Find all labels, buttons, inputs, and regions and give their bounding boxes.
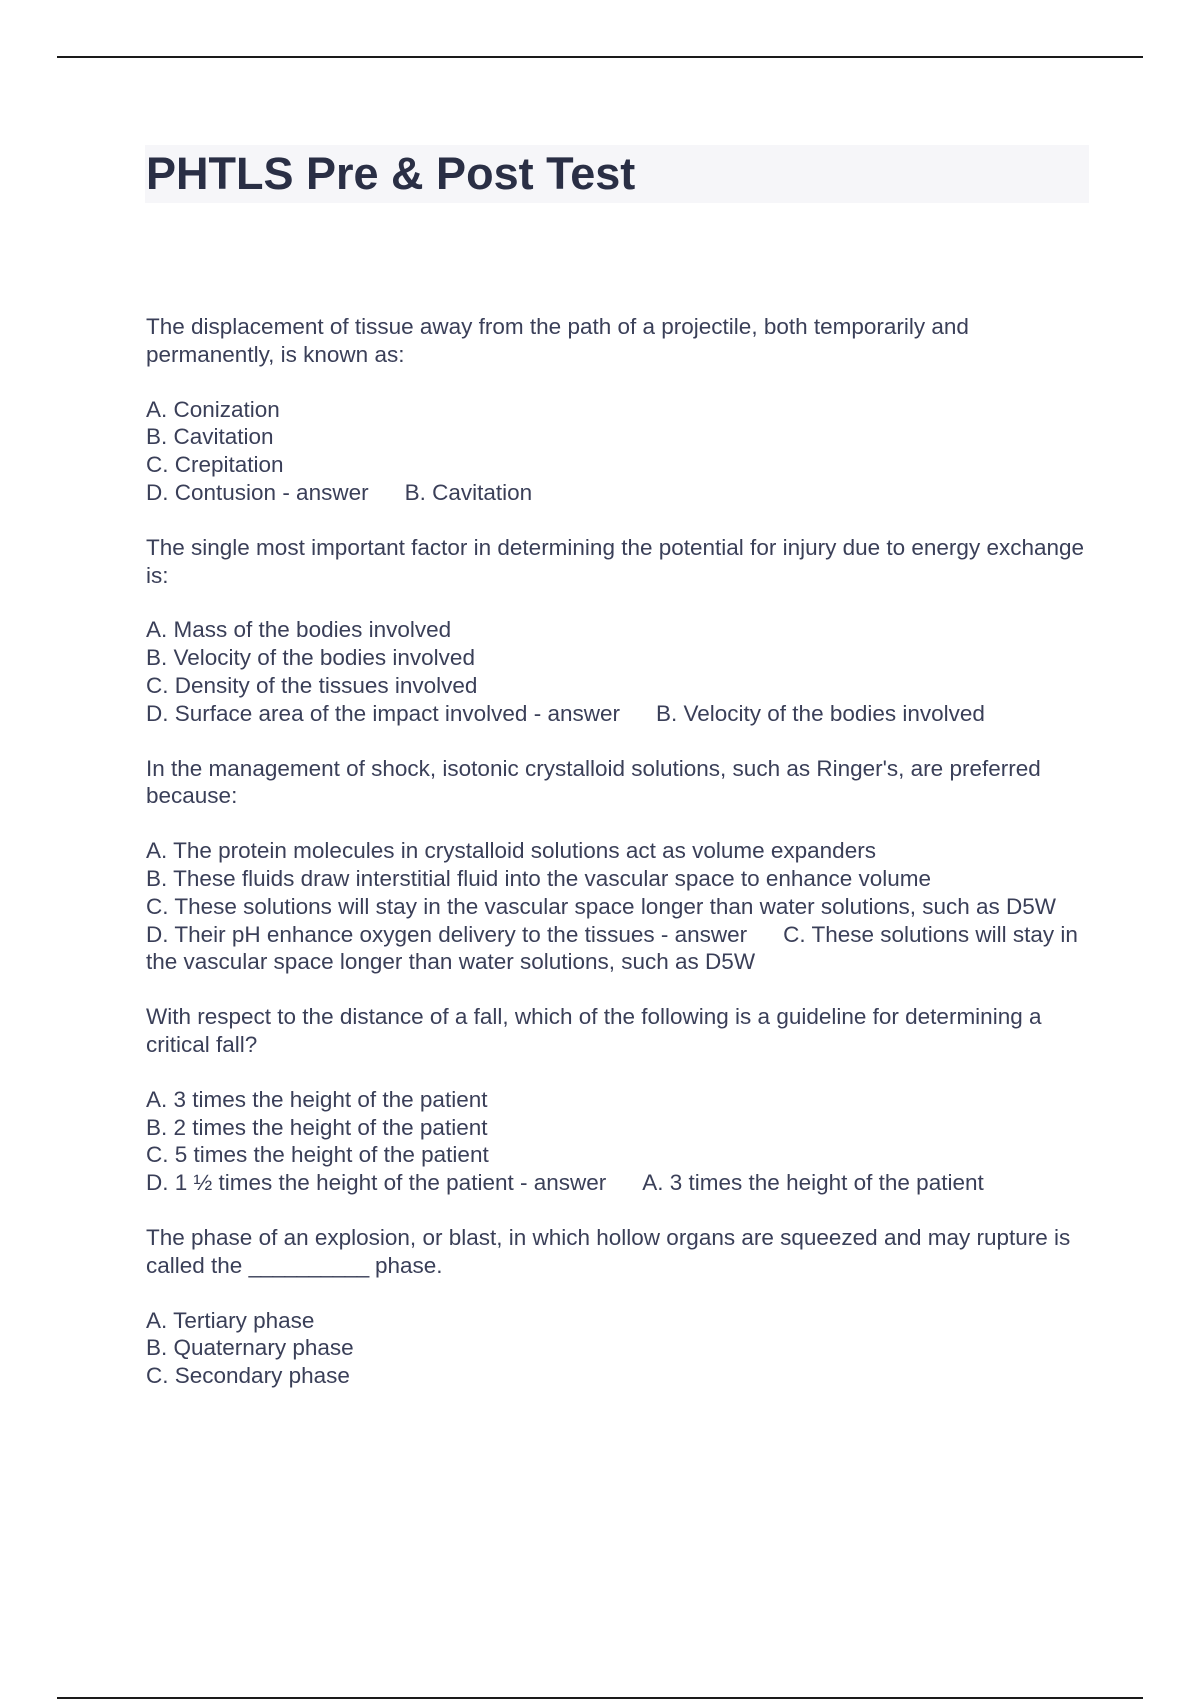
top-rule: [57, 56, 1143, 58]
option-list: [146, 616, 1096, 727]
option-b: B. These fluids draw interstitial fluid into the vascular space to enhance volume: [146, 865, 932, 891]
option-b: B. 2 times the height of the patient: [146, 1114, 488, 1140]
question-text: The displacement of tissue away from the path of a projectile, both temporarily and permanently, is known as:: [146, 314, 969, 367]
option-b: B. Quaternary phase: [146, 1335, 354, 1361]
option-b: B. Cavitation: [146, 424, 274, 450]
option-a: A. The protein molecules in crystalloid solutions act as volume expanders: [146, 838, 876, 864]
option-b: B. Velocity of the bodies involved: [146, 645, 475, 671]
option-d: D. Surface area of the impact involved - answer: [146, 700, 620, 726]
question-block: [146, 1003, 1096, 1197]
option-d-with-answer: [146, 700, 1096, 728]
option-c: C. Secondary phase: [146, 1363, 350, 1389]
bottom-rule: [57, 1697, 1143, 1699]
option-c: C. These solutions will stay in the vascular space longer than water solutions, such as D5W: [146, 893, 1057, 919]
option-a: A. Tertiary phase: [146, 1307, 315, 1333]
answer-text: B. Velocity of the bodies involved: [655, 700, 985, 726]
option-c: C. Crepitation: [146, 452, 284, 478]
option-d: D. Contusion - answer: [146, 479, 369, 505]
option-d-with-answer: [146, 1169, 1096, 1197]
option-list: [146, 396, 1096, 507]
page-title: PHTLS Pre & Post Test: [146, 148, 636, 199]
question-block: [146, 1224, 1096, 1390]
question-text-start: The phase of an explosion, or blast, in which hollow organs are squeezed and may rupture is called the: [146, 1224, 1071, 1278]
option-list: [146, 1086, 1096, 1197]
option-list: [146, 1307, 1096, 1390]
option-c: C. 5 times the height of the patient: [146, 1142, 489, 1168]
option-d: D. 1 ½ times the height of the patient - answer: [146, 1170, 607, 1196]
question-text-end: phase.: [375, 1252, 443, 1278]
option-d-with-answer: [146, 479, 1096, 507]
question-block: [146, 755, 1096, 977]
question-text: The single most important factor in determining the potential for injury due to energy exchange is:: [146, 534, 1085, 588]
question-list: [146, 313, 1096, 1417]
question-text: [146, 1224, 1096, 1280]
answer-text: A. 3 times the height of the patient: [642, 1170, 984, 1196]
option-list: [146, 837, 1096, 976]
option-d-with-answer: [146, 921, 1096, 977]
option-a: A. 3 times the height of the patient: [146, 1086, 488, 1112]
option-d: D. Their pH enhance oxygen delivery to the tissues - answer: [146, 921, 748, 947]
question-text: With respect to the distance of a fall, which of the following is a guideline for determining a critical fall?: [146, 1004, 1042, 1057]
fill-in-blank: __________: [248, 1252, 369, 1278]
answer-text: C. These solutions will stay in the vascular space longer than water solutions, such as D5W: [146, 921, 1078, 975]
question-text: In the management of shock, isotonic crystalloid solutions, such as Ringer's, are preferred because:: [146, 755, 1041, 809]
answer-text: B. Cavitation: [404, 479, 533, 505]
question-block: [146, 313, 1096, 507]
option-a: A. Mass of the bodies involved: [146, 617, 452, 643]
option-a: A. Conization: [146, 396, 280, 422]
question-block: [146, 534, 1096, 728]
option-c: C. Density of the tissues involved: [146, 672, 478, 698]
